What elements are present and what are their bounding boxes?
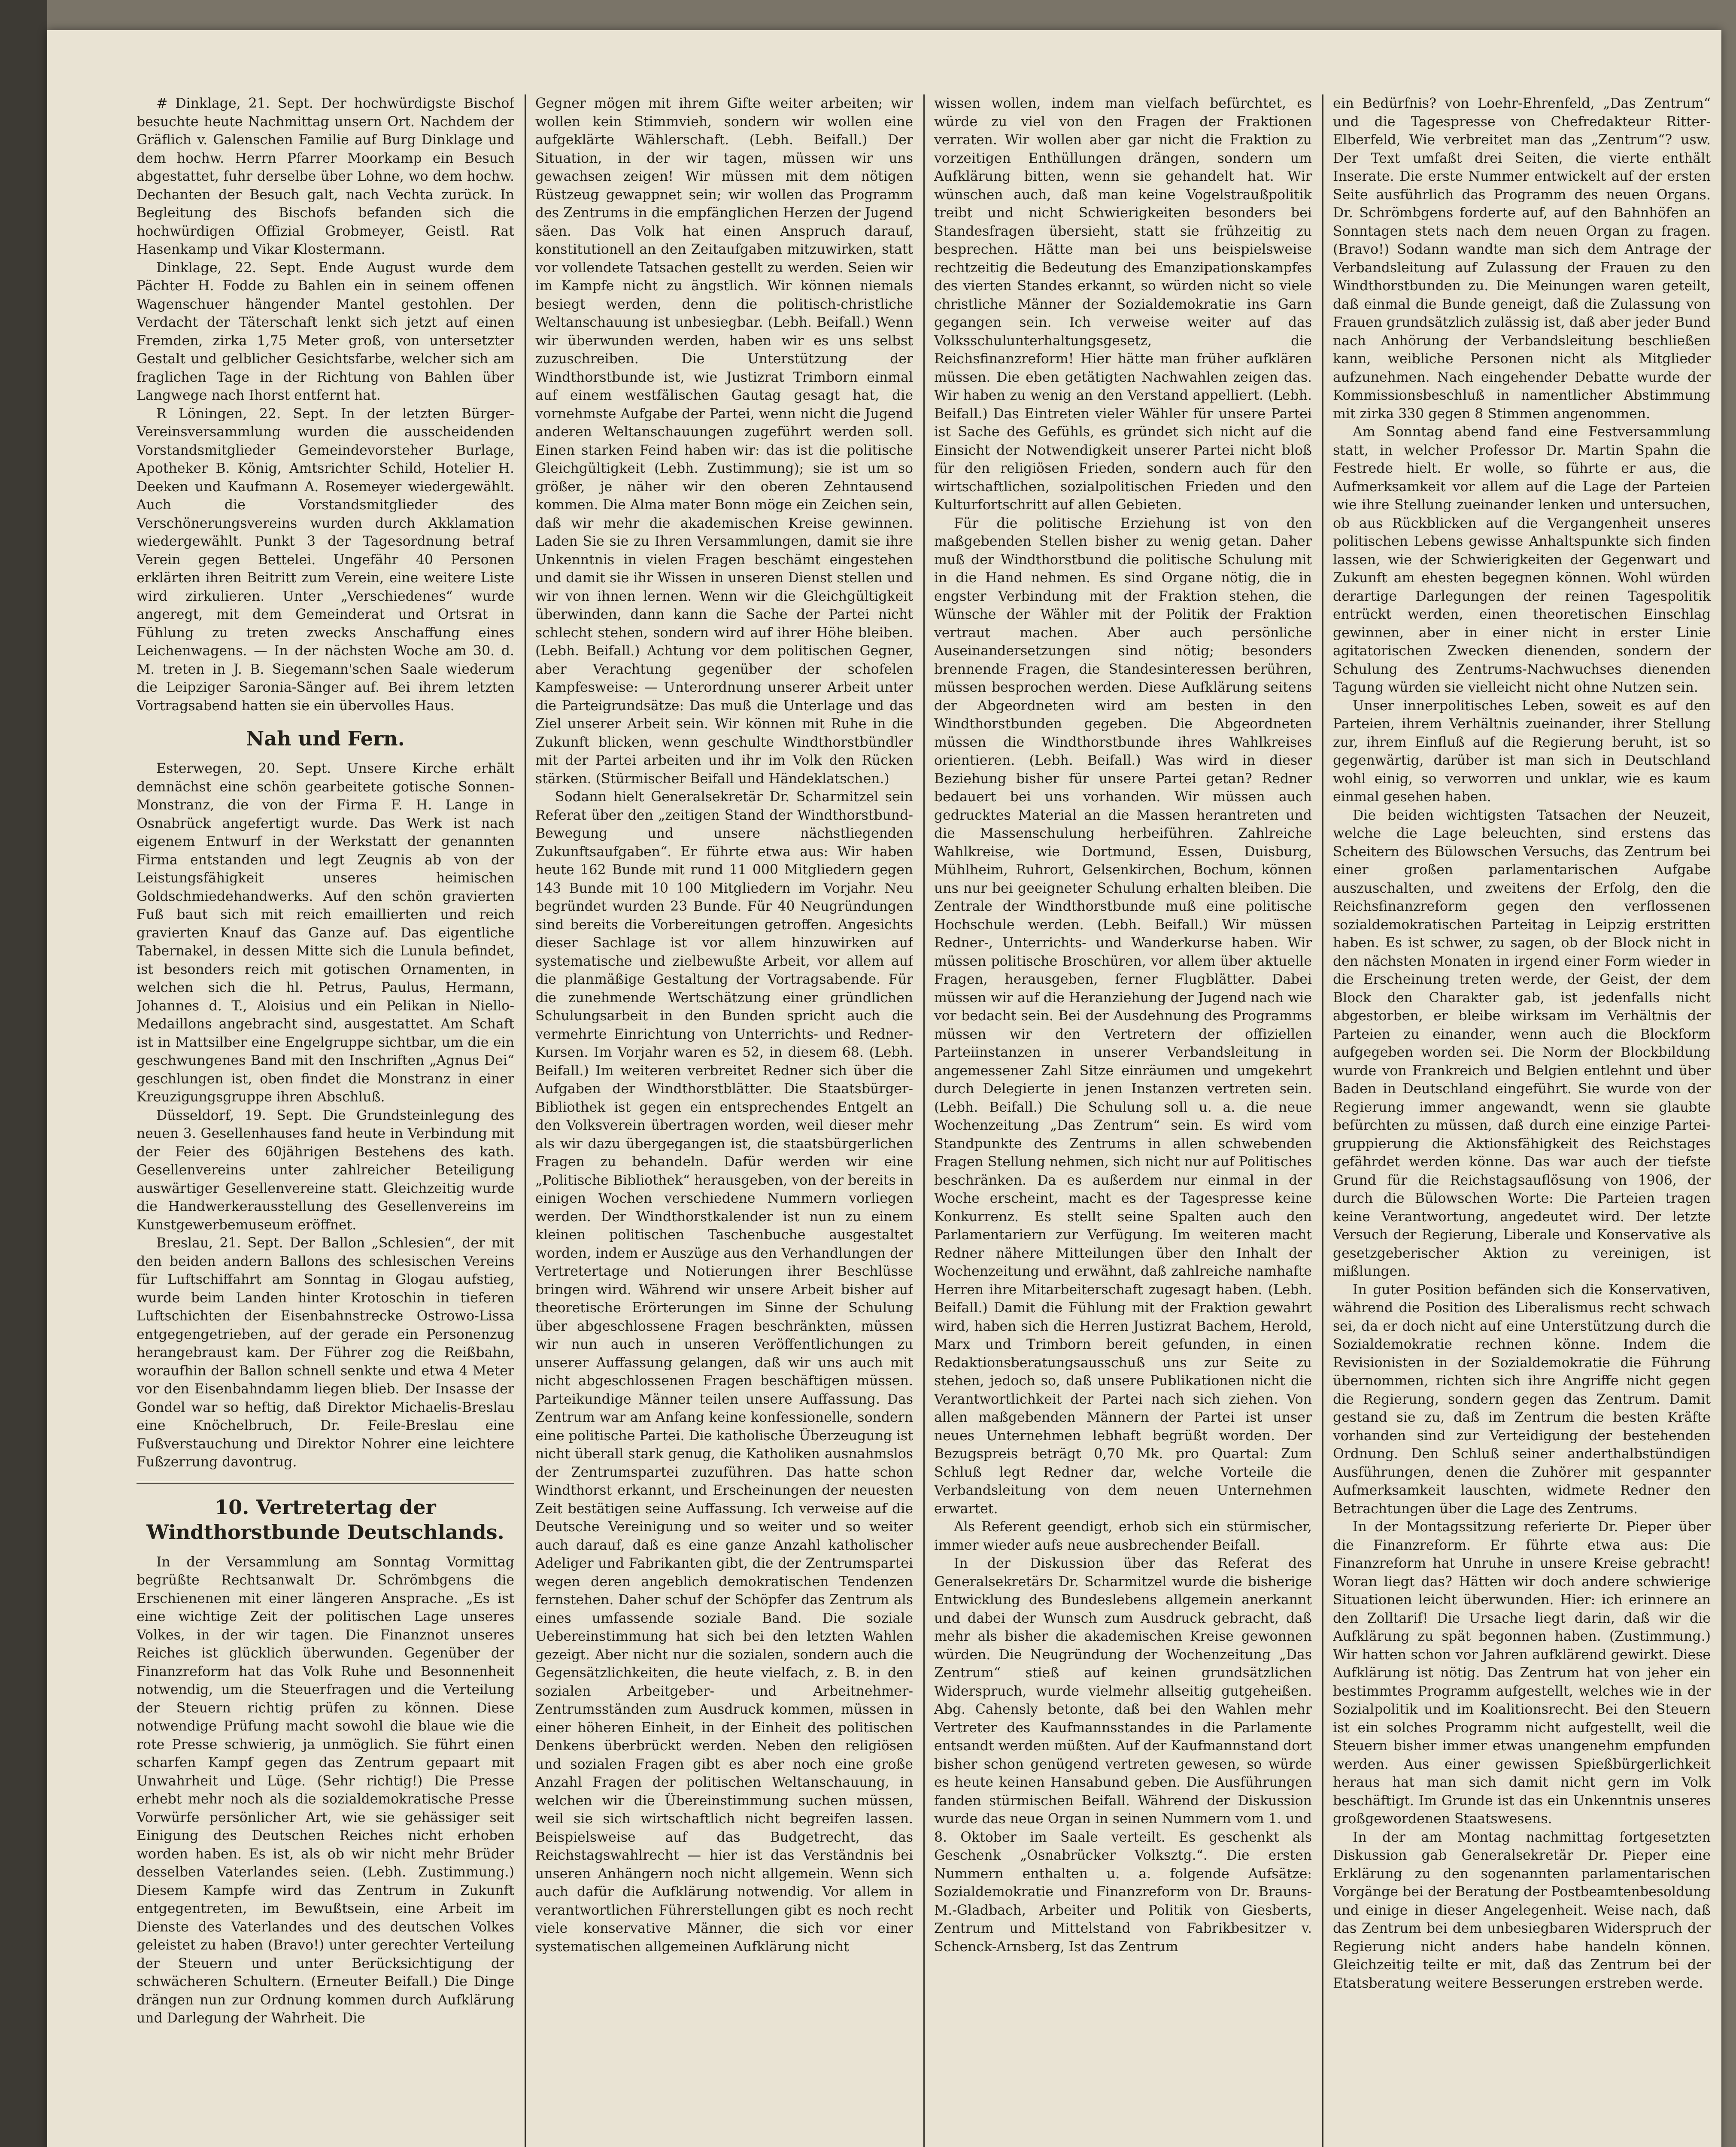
article-paragraph: Unser innerpolitisches Leben, soweit es auf den Parteien, ihrem Verhältnis zueinander, ihrer Stellung zur, ihrem Einfluß auf die Regierung beruht, ist so gegenwärtig, darüber ist man sich in Deutschland wohl einig, so verworren und unklar, wie es kaum einmal gesehen haben. [1333,698,1711,805]
column-rule [525,94,526,2147]
section-divider [137,1482,514,1484]
article-paragraph: Als Referent geendigt, erhob sich ein stürmischer, immer wieder aufs neue ausbrechender Beifall. [934,1519,1312,1553]
text-column-4 [1333,94,1711,2147]
article-paragraph: In guter Position befänden sich die Konservativen, während die Position des Liberalismus recht schwach sei, da er doch nicht auf eine Unterstützung durch die Sozialdemokratie rechnen könne. Indem die Revisionisten in der Sozialdemokratie die Führung übernommen, richten sich ihre Angriffe nicht gegen die Regierung, sondern gegen das Zentrum. Damit gestand sie zu, daß im Zentrum die besten Kräfte vorhanden sind zur Verteidigung der bestehenden Ordnung. Den Schluß seiner anderthalbstündigen Ausführungen, denen die Zuhörer mit gespannter Aufmerksamkeit lauschten, widmete Redner den Betrachtungen über die Lage des Zentrums. [1333,1282,1711,1517]
newspaper-page [47,30,1721,2147]
column-rule [1322,94,1323,2147]
article-paragraph: wissen wollen, indem man vielfach befürchtet, es würde zu viel von den Fragen der Fraktionen verraten. Wir wollen aber gar nicht die Fraktion zu vorzeitigen Enthüllungen drängen, sondern um Aufklärung bitten, wenn sie gehandelt hat. Wir wünschen auch, daß man keine Vogelstraußpolitik treibt und nicht Schwierigkeiten besonders bei Standesfragen übersieht, statt sie frühzeitig zu besprechen. Hätte man bei uns beispielsweise rechtzeitig die Bedeutung des Emanzipationskampfes des vierten Standes erkannt, so würden nicht so viele christliche Männer der Sozialdemokratie ins Garn gegangen sein. Ich verweise weiter auf das Volksschulunterhaltungsgesetz, die Reichsfinanzreform! Hier hätte man früher aufklären müssen. Die eben getätigten Nachwahlen zeigen das. Wir haben zu wenig an den Verstand appelliert. (Lebh. Beifall.) Das Eintreten vieler Wähler für unsere Partei ist Sache des Gefühls, es gründet sich nicht auf die Einsicht der Notwendigkeit unserer Partei nicht bloß für den religiösen Frieden, sondern auch für den wirtschaftlichen, sozialpolitischen Frieden und den Kulturfortschritt auf allen Gebieten. [934,96,1312,513]
article-paragraph: In der Montagssitzung referierte Dr. Pieper über die Finanzreform. Er führte etwa aus: Die Finanzreform hat Unruhe in unsere Kreise gebracht! Woran liegt das? Hätten wir doch andere schwierige Situationen leicht überwunden. Hier: ich erinnere an den Zolltarif! Die Ursache liegt darin, daß wir die Aufklärung zu spät begonnen haben. (Zustimmung.) Wir hatten schon vor Jahren aufklärend gewirkt. Diese Aufklärung ist nötig. Das Zentrum hat von jeher ein bestimmtes Programm aufgestellt, welches wie in der Sozialpolitik und im Koalitionsrecht. Bei den Steuern ist ein solches Programm nicht aufgestellt, weil die Steuern bisher immer etwas unangenehm empfunden werden. Aus einer gewissen Spießbürgerlichkeit heraus hat man sich damit nicht gern im Volk beschäftigt. Im Grunde ist das ein Unkenntnis unseres großgewordenen Staatswesens. [1333,1519,1711,1827]
article-paragraph: Am Sonntag abend fand eine Festversammlung statt, in welcher Professor Dr. Martin Spahn die Festrede hielt. Er wolle, so führte er aus, die Aufmerksamkeit vor allem auf die Lage der Parteien wie ihre Stellung zueinander lenken und untersuchen, ob aus Rückblicken auf die Vergangenheit unseres politischen Lebens gewisse Anhaltspunkte sich finden lassen, wie der Schwierigkeiten der Gegenwart und Zukunft am ehesten begegnen können. Wohl würden derartige Darlegungen der reinen Tagespolitik entrückt werden, einen theoretischen Einschlag gewinnen, aber in einer nicht in erster Linie agitatorischen Zwecken dienenden, sondern der Schulung des Zentrums-Nachwuchses dienenden Tagung würden sie vielleicht nicht ohne Nutzen sein. [1333,424,1711,695]
scan-edge [0,0,47,2147]
text-column-1 [137,94,514,2147]
text-column-2 [535,94,913,2147]
article-paragraph: Die beiden wichtigsten Tatsachen der Neuzeit, welche die Lage beleuchten, sind erstens das Scheitern des Bülowschen Versuchs, das Zentrum bei einer großen parlamentarischen Aufgabe auszuschalten, und zweitens der Erfolg, den die Reichsfinanzreform gegen den verflossenen sozialdemokratischen Parteitag in Leipzig erstritten haben. Es ist schwer, zu sagen, ob der Block nicht in den nächsten Monaten in irgend einer Form wieder in die Erscheinung treten werde, der Geist, der dem Block den Charakter gab, ist jedenfalls nicht abgestorben, er bleibe wirksam im Verhältnis der Parteien zu einander, wenn auch die Blockform aufgegeben worden sei. Die Norm der Blockbildung wurde von Frankreich und Belgien entlehnt und über Baden in Deutschland eingeführt. Sie wurde von der Regierung immer angewandt, wenn sie glaubte befürchten zu müssen, daß durch eine einzige Partei-gruppierung die Aktionsfähigkeit des Reichstages gefährdet werden könne. Das war auch der tiefste Grund für die Reichstagsauflösung von 1906, der durch die Bülowschen Worte: Die Parteien tragen keine Verantwortung, angedeutet wird. Der letzte Versuch der Regierung, Liberale und Konservative als gesetzgeberischer Aktion zu vereinigen, ist mißlungen. [1333,807,1711,1279]
article-paragraph: In der Diskussion über das Referat des Generalsekretärs Dr. Scharmitzel wurde die bisherige Entwicklung des Bundeslebens allgemein anerkannt und dabei der Wunsch zum Ausdruck gebracht, daß mehr als bisher die akademischen Kreise gewonnen würden. Die Neugründung der Wochenzeitung „Das Zentrum“ stieß auf keinen grundsätzlichen Widerspruch, wurde vielmehr allseitig gutgeheißen. Abg. Cahensly betonte, daß bei den Wahlen mehr Vertreter des Kaufmannsstandes in die Parlamente entsandt werden müßten. Auf der Kaufmannstand dort bisher schon genügend vertreten gewesen, so würde es heute keinen Hansabund geben. Die Ausführungen fanden stürmischen Beifall. Während der Diskussion wurde das neue Organ in seinen Nummern vom 1. und 8. Oktober im Saale verteilt. Es geschenkt als Geschenk „Osnabrücker Volksztg.“. Die ersten Nummern enthalten u. a. folgende Aufsätze: Sozialdemokratie und Finanzreform von Dr. Brauns-M.-Gladbach, Arbeiter und Politik von Giesberts, Zentrum und Mittelstand von Fabrikbesitzer v. Schenck-Arnsberg, Ist das Zentrum [934,1556,1312,1955]
article-paragraph: Für die politische Erziehung ist von den maßgebenden Stellen bisher zu wenig getan. Daher muß der Windthorstbund die politische Schulung mit in die Hand nehmen. Es sind Organe nötig, die in engster Verbindung mit der Fraktion stehen, die Wünsche der Wähler mit der Politik der Fraktion vertraut machen. Aber auch persönliche Auseinandersetzungen sind nötig; besonders brennende Fragen, die Standesinteressen berühren, müssen besprochen werden. Diese Aufklärung seitens der Abgeordneten wird am besten in den Windthorstbunden gegeben. Die Abgeordneten müssen die Windthorstbunde ihres Wahlkreises orientieren. (Lebh. Beifall.) Was wird in dieser Beziehung bisher für unsere Partei getan? Redner bedauert bei uns vorhanden. Wir müssen auch gedrucktes Material an die Massen herantreten und die Massenschulung herbeiführen. Zahlreiche Wahlkreise, wie Dortmund, Essen, Duisburg, Mühlheim, Ruhrort, Gelsenkirchen, Bochum, können uns nur bei geeigneter Schulung erhalten bleiben. Die Zentrale der Windthorstbunde muß eine politische Hochschule werden. (Lebh. Beifall.) Wir müssen Redner-, Unterrichts- und Wanderkurse haben. Wir müssen politische Broschüren, vor allem über aktuelle Fragen, herausgeben, ferner Flugblätter. Dabei müssen wir auf die Heranziehung der Jugend nach wie vor bedacht sein. Bei der Ausdehnung des Programms müssen wir den Vertretern der offiziellen Parteiinstanzen in unserer Verbandsleitung in angemessener Zahl Sitze einräumen und umgekehrt durch Delegierte in jenen Instanzen vertreten sein. (Lebh. Beifall.) Die Schulung soll u. a. die neue Wochenzeitung „Das Zentrum“ sein. Es wird vom Standpunkte des Zentrums in allen schwebenden Fragen Stellung nehmen, sich nicht nur auf Politisches beschränken. Da es außerdem nur einmal in der Woche erscheint, macht es der Tagespresse keine Konkurrenz. Es stellt seine Spalten auch den Parlamentariern zur Verfügung. Im weiteren macht Redner nähere Mitteilungen über den Inhalt der Wochenzeitung und erwähnt, daß zahlreiche namhafte Herren ihre Mitarbeiterschaft zugesagt haben. (Lebh. Beifall.) Damit die Fühlung mit der Fraktion gewahrt wird, haben sich die Herren Justizrat Bachem, Herold, Marx und Trimborn bereit gefunden, in einen Redaktionsberatungsausschuß uns zur Seite zu stehen, jedoch so, daß unsere Publikationen nicht die Verantwortlichkeit der Partei nach sich ziehen. Von allen maßgebenden Männern der Partei ist unser neues Unternehmen lebhaft begrüßt worden. Der Bezugspreis beträgt 0,70 Mk. pro Quartal: Zum Schluß legt Redner dar, welche Vorteile die Verbandsleitung von dem neuen Unternehmen erwartet. [934,515,1312,1517]
text-column-3 [934,94,1312,2147]
article-paragraph: Düsseldorf, 19. Sept. Die Grundsteinlegung des neuen 3. Gesellenhauses fand heute in Verbindung mit der Feier des 60jährigen Bestehens des kath. Gesellenvereins unter zahlreicher Beteiligung auswärtiger Gesellenvereine statt. Gleichzeitig wurde die Handwerkerausstellung des Gesellenvereins im Kunstgewerbemuseum eröffnet. [137,1107,514,1233]
article-paragraph: In der Versammlung am Sonntag Vormittag begrüßte Rechtsanwalt Dr. Schrömbgens die Erschienenen mit einer längeren Ansprache. „Es ist eine wichtige Zeit der politischen Lage unseres Volkes, in der wir tagen. Die Finanznot unseres Reiches ist glücklich überwunden. Gegenüber der Finanzreform hat das Volk Ruhe und Besonnenheit notwendig, um die Steuerfragen und die Verteilung der Steuern richtig prüfen zu können. Diese notwendige Prüfung macht sowohl die blaue wie die rote Presse schwierig, ja unmöglich. Sie führt einen scharfen Kampf gegen das Zentrum gepaart mit Unwahrheit und Lüge. (Sehr richtig!) Die Presse erhebt mehr noch als die sozialdemokratische Presse Vorwürfe persönlicher Art, wie sie gehässiger seit Einigung des Deutschen Reiches nicht erhoben worden haben. Es ist, als ob wir nicht mehr Brüder desselben Vaterlandes seien. (Lebh. Zustimmung.) Diesem Kampfe wird das Zentrum in Zukunft entgegentreten, im Bewußtsein, eine Arbeit im Dienste des Vaterlandes und des deutschen Volkes geleistet zu haben (Bravo!) unter gerechter Verteilung der Steuern und unter Berücksichtigung der schwächeren Schultern. (Erneuter Beifall.) Die Dinge drängen nun zur Ordnung kommen durch Aufklärung und Darlegung der Wahrheit. Die [137,1554,514,2026]
section-heading: 10. Vertretertag der Windthorstbunde Deutschlands. [146,1495,504,1544]
article-paragraph: Dinklage, 22. Sept. Ende August wurde dem Pächter H. Fodde zu Bahlen ein in seinem offenen Wagenschuer hängender Mantel gestohlen. Der Verdacht der Täterschaft lenkt sich jetzt auf einen Fremden, zirka 1,75 Meter groß, von untersetzter Gestalt und gelblicher Gesichtsfarbe, welcher sich am fraglichen Tage in der Richtung von Bahlen über Langwege nach Ihorst entfernt hat. [137,260,514,403]
article-paragraph: R Löningen, 22. Sept. In der letzten Bürger-Vereinsversammlung wurden die ausscheidenden Vorstandsmitglieder Gemeindevorsteher Burlage, Apotheker B. König, Amtsrichter Schild, Hotelier H. Deeken und Kaufmann A. Rosemeyer wiedergewählt. Auch die Vorstandsmitglieder des Verschönerungsvereins wurden durch Akklamation wiedergewählt. Punkt 3 der Tagesordnung betraf Verein gegen Bettelei. Ungefähr 40 Personen erklärten ihren Beitritt zum Verein, eine weitere Liste wird zirkulieren. Unter „Verschiedenes“ wurde angeregt, mit dem Gemeinderat und Ortsrat in Fühlung zu treten zwecks Anschaffung eines Leichenwagens. — In der nächsten Woche am 30. d. M. treten in J. B. Siegemann'schen Saale wiederum die Leipziger Saronia-Sänger auf. Bei ihrem letzten Vortragsabend hatten sie ein übervolles Haus. [137,406,514,714]
article-paragraph: Sodann hielt Generalsekretär Dr. Scharmitzel sein Referat über den „zeitigen Stand der Windthorstbund-Bewegung und unsere nächstliegenden Zukunftsaufgaben“. Er führte etwa aus: Wir haben heute 162 Bunde mit rund 11 000 Mitgliedern gegen 143 Bunde mit 10 100 Mitgliedern im Vorjahr. Neu begründet wurden 23 Bunde. Für 40 Neugründungen sind bereits die Vorbereitungen getroffen. Angesichts dieser Sachlage ist vor allem hinzuwirken auf systematische und zielbewußte Arbeit, vor allem auf die planmäßige Gestaltung der Vortragsabende. Für die zunehmende Wertschätzung einer gründlichen Schulungsarbeit in den Bunden spricht auch die vermehrte Einrichtung von Unterrichts- und Redner-Kursen. Im Vorjahr waren es 52, in diesem 68. (Lebh. Beifall.) Im weiteren verbreitet Redner sich über die Aufgaben der Windthorstblätter. Die Staatsbürger-Bibliothek ist gegen ein entsprechendes Entgelt an den Volksverein übertragen worden, weil dieser mehr als wir dazu übergegangen ist, die staatsbürgerlichen Fragen zu behandeln. Dafür werden wir eine „Politische Bibliothek“ herausgeben, von der bereits in einigen Wochen verschiedene Nummern vorliegen werden. Der Windthorstkalender ist nun zu einem kleinen politischen Taschenbuche ausgestaltet worden, indem er Auszüge aus den Verhandlungen der Vertretertage und Notierungen ihrer Beschlüsse bringen wird. Während wir unsere Arbeit bisher auf theoretische Erörterungen im Sinne der Schulung über abgeschlossene Fragen beschränkten, müssen wir nun auch in unseren Veröffentlichungen zu unserer Auffassung gelangen, daß wir uns auch mit nicht abgeschlossenen Fragen beschäftigen müssen. Parteikundige Männer teilen unsere Auffassung. Das Zentrum war am Anfang keine konfessionelle, sondern eine politische Partei. Die katholische Überzeugung ist nicht überall stark genug, die Katholiken ausnahmslos der Zentrumspartei zuzuführen. Das hatte schon Windthorst erkannt, und Erscheinungen der neuesten Zeit bestätigen seine Auffassung. Ich verweise auf die Deutsche Vereinigung und so weiter und so weiter auch darauf, daß es eine ganze Anzahl katholischer Adeliger und Fabrikanten gibt, die der Zentrumspartei wegen deren angeblich demokratischen Tendenzen fernstehen. Daher schuf der Schöpfer das Zentrum als eines umfassende soziale Band. Die soziale Uebereinstimmung hat sich bei den letzten Wahlen gezeigt. Aber nicht nur die sozialen, sondern auch die Gegensätzlichkeiten, die heute vielfach, z. B. in den sozialen Arbeitgeber- und Arbeitnehmer-Zentrumsständen zum Ausdruck kommen, müssen in einer höheren Einheit, in der Einheit des politischen Denkens überbrückt werden. Neben den religiösen und sozialen Fragen gibt es aber noch eine große Anzahl Fragen der politischen Weltanschauung, in welchen wir die Übereinstimmung suchen müssen, weil sie sich wirtschaftlich nicht begreifen lassen. Beispielsweise auf das Budgetrecht, das Reichstagswahlrecht — hier ist das Verständnis bei unseren Anhängern noch nicht allgemein. Wenn sich auch dafür die Aufklärung notwendig. Vor allem in verantwortlichen Führerstellungen gibt es noch recht viele konservative Männer, die sich vor einer systematischen allgemeinen Aufklärung nicht [535,789,913,1955]
section-heading: Nah und Fern. [246,727,405,750]
article-paragraph: In der am Montag nachmittag fortgesetzten Diskussion gab Generalsekretär Dr. Pieper eine Erklärung zu den sogenannten parlamentarischen Vorgänge bei der Beratung der Postbeamtenbesoldung und einige in dieser Angelegenheit. Weise nach, daß das Zentrum bei dem unbesiegbaren Widerspruch der Regierung nicht anders habe handeln können. Gleichzeitig teilte er mit, daß das Zentrum bei der Etatsberatung weitere Besserungen erstreben werde. [1333,1829,1711,1991]
article-paragraph: # Dinklage, 21. Sept. Der hochwürdigste Bischof besuchte heute Nachmittag unsern Ort. Nachdem der Gräflich v. Galenschen Familie auf Burg Dinklage und dem hochw. Herrn Pfarrer Moorkamp ein Besuch abgestattet, fuhr derselbe über Lohne, wo dem hochw. Dechanten der Besuch galt, nach Vechta zurück. In Begleitung des Bischofs befanden sich die hochwürdigen Offizial Grobmeyer, Geistl. Rat Hasenkamp und Vikar Klostermann. [137,96,514,257]
column-rule [923,94,925,2147]
article-paragraph: Breslau, 21. Sept. Der Ballon „Schlesien“, der mit den beiden andern Ballons des schlesischen Vereins für Luftschiffahrt am Sonntag in Glogau aufstieg, wurde beim Landen hinter Krotoschin in tieferen Luftschichten der Eisenbahnstrecke Ostrowo-Lissa entgegengetrieben, auf der gerade ein Personenzug herangebraust kam. Der Führer zog die Reißbahn, woraufhin der Ballon schnell senkte und etwa 4 Meter vor den Eisenbahndamm liegen blieb. Der Insasse der Gondel war so heftig, daß Direktor Michaelis-Breslau eine Knöchelbruch, Dr. Feile-Breslau eine Fußverstauchung und Direktor Nohrer eine leichtere Fußzerrung davontrug. [137,1235,514,1470]
article-paragraph: Gegner mögen mit ihrem Gifte weiter arbeiten; wir wollen kein Stimmvieh, sondern wir wollen eine aufgeklärte Wählerschaft. (Lebh. Beifall.) Der Situation, in der wir tagen, müssen wir uns gewachsen zeigen! Wir müssen mit dem nötigen Rüstzeug gewappnet sein; wir wollen das Programm des Zentrums in die empfänglichen Herzen der Jugend säen. Das Volk hat einen Anspruch darauf, konstitutionell an den Zeitaufgaben mitzuwirken, statt vor vollendete Tatsachen gestellt zu werden. Seien wir im Kampfe nicht zu ängstlich. Wir können niemals besiegt werden, denn die politisch-christliche Weltanschauung ist unbesiegbar. (Lebh. Beifall.) Wenn wir überwunden werden, haben wir es uns selbst zuzuschreiben. Die Unterstützung der Windthorstbunde ist, wie Justizrat Trimborn einmal auf einem westfälischen Gautag gesagt hat, die vornehmste Aufgabe der Partei, wenn nicht die Jugend anderen Weltanschauungen zugeführt werden soll. Einen starken Feind haben wir: das ist die politische Gleichgültigkeit (Lebh. Zustimmung); sie ist um so größer, je näher wir den oberen Zehntausend kommen. Die Alma mater Bonn möge ein Zeichen sein, daß wir mehr die akademischen Kreise gewinnen. Laden Sie sie zu Ihren Versammlungen, damit sie ihre Unkenntnis in vielen Fragen beschämt eingestehen und damit sie ihr Wissen in unseren Dienst stellen und wir von ihnen lernen. Wenn wir die Gleichgültigkeit überwinden, dann kann die Sache der Partei nicht schlecht stehen, sondern wird auf ihrer Höhe bleiben. (Lebh. Beifall.) Achtung vor dem politischen Gegner, aber Verachtung gegenüber der schofelen Kampfesweise: — Unterordnung unserer Arbeit unter die Parteigrundsätze: Das muß die Unterlage und das Ziel unserer Arbeit sein. Wir können mit Ruhe in die Zukunft blicken, wenn geschulte Windthorstbündler mit der Partei arbeiten und ihr im Volk den Rücken stärken. (Stürmischer Beifall und Händeklatschen.) [535,96,913,787]
article-paragraph: Esterwegen, 20. Sept. Unsere Kirche erhält demnächst eine schön gearbeitete gotische Sonnen-Monstranz, die von der Firma F. H. Lange in Osnabrück angefertigt wurde. Das Werk ist nach eigenem Entwurf in der Werkstatt der genannten Firma entstanden und legt Zeugnis ab von der Leistungsfähigkeit unseres heimischen Goldschmiedehandwerks. Auf den schön gravierten Fuß baut sich mit reich emaillierten und reich gravierten Knauf das Ganze auf. Das eigentliche Tabernakel, in dessen Mitte sich die Lunula befindet, ist besonders reich mit gotischen Ornamenten, in welchen sich die hl. Petrus, Paulus, Hermann, Johannes d. T., Aloisius und ein Pelikan in Niello-Medaillons angebracht sind, ausgestattet. Am Schaft ist in Mattsilber eine Engelgruppe sichtbar, um die ein geschwungenes Band mit den Inschriften „Agnus Dei“ geschlungen ist, oben findet die Monstranz in einer Kreuzigungsgruppe ihren Abschluß. [137,761,514,1105]
article-paragraph: ein Bedürfnis? von Loehr-Ehrenfeld, „Das Zentrum“ und die Tagespresse von Chefredakteur Ritter-Elberfeld, Wie verbreitet man das „Zentrum“? usw. Der Text umfaßt drei Seiten, die vierte enthält Inserate. Die erste Nummer entwickelt auf der ersten Seite ausführlich das Programm des neuen Organs. Dr. Schrömbgens forderte auf, auf den Bahnhöfen an Sonntagen stets nach dem neuen Organ zu fragen. (Bravo!) Sodann wandte man sich dem Antrage der Verbandsleitung auf Zulassung der Frauen zu den Windthorstbunden zu. Die Meinungen waren geteilt, daß einmal die Bunde geneigt, daß die Zulassung von Frauen grundsätzlich zulässig ist, daß aber jeder Bund nach Anhörung der Verbandsleitung beschließen kann, weibliche Personen nicht als Mitglieder aufzunehmen. Nach eingehender Debatte wurde der Kommissionsbeschluß in namentlicher Abstimmung mit zirka 330 gegen 8 Stimmen angenommen. [1333,96,1711,422]
